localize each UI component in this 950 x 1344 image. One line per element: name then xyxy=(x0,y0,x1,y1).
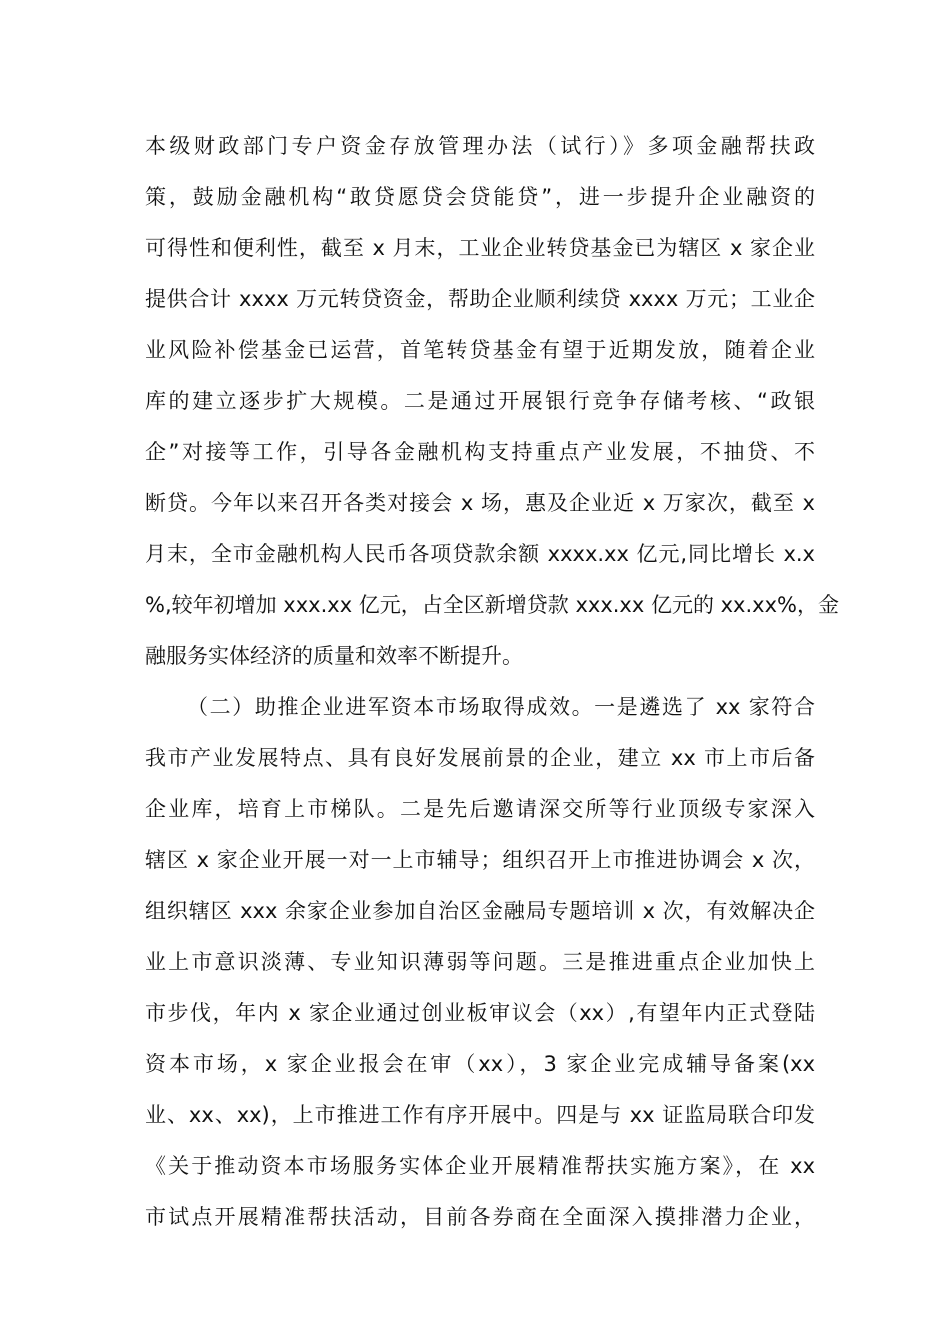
text-line: 提供合计 xxxx 万元转贷资金，帮助企业顺利续贷 xxxx 万元；工业企 xyxy=(145,287,815,311)
text-line: 库的建立逐步扩大规模。二是通过开展银行竞争存储考核、“政银 xyxy=(145,389,815,413)
text-line: 市试点开展精准帮扶活动，目前各券商在全面深入摸排潜力企业， xyxy=(145,1205,815,1229)
text-line: 组织辖区 xxx 余家企业参加自治区金融局专题培训 x 次，有效解决企 xyxy=(145,899,815,923)
text-line: 可得性和便利性，截至 x 月末，工业企业转贷基金已为辖区 x 家企业 xyxy=(145,236,815,260)
text-line: 辖区 x 家企业开展一对一上市辅导；组织召开上市推进协调会 x 次， xyxy=(145,848,815,872)
text-line: %,较年初增加 xxx.xx 亿元，占全区新增贷款 xxx.xx 亿元的 xx.xx%，金 xyxy=(145,593,839,617)
text-line: 资本市场，x 家企业报会在审（xx），3 家企业完成辅导备案(xx xyxy=(145,1052,815,1076)
text-line: 《关于推动资本市场服务实体企业开展精准帮扶实施方案》，在 xx xyxy=(145,1154,815,1178)
text-line: 业上市意识淡薄、专业知识薄弱等问题。三是推进重点企业加快上 xyxy=(145,950,815,974)
text-line: 融服务实体经济的质量和效率不断提升。 xyxy=(145,644,523,668)
text-line: 策，鼓励金融机构“敢贷愿贷会贷能贷”，进一步提升企业融资的 xyxy=(145,185,815,209)
text-line: 业、xx、xx)，上市推进工作有序开展中。四是与 xx 证监局联合印发 xyxy=(145,1103,815,1127)
text-line: 我市产业发展特点、具有良好发展前景的企业，建立 xx 市上市后备 xyxy=(145,746,815,770)
body-text xyxy=(145,131,839,1253)
text-line: 断贷。今年以来召开各类对接会 x 场，惠及企业近 x 万家次，截至 x xyxy=(145,491,815,515)
text-line: 业风险补偿基金已运营，首笔转贷基金有望于近期发放，随着企业 xyxy=(145,338,815,362)
text-line: 本级财政部门专户资金存放管理办法（试行）》多项金融帮扶政 xyxy=(145,134,815,158)
text-line: 企业库，培育上市梯队。二是先后邀请深交所等行业顶级专家深入 xyxy=(145,797,815,821)
section-heading-line: （二）助推企业进军资本市场取得成效。一是遴选了 xx 家符合 xyxy=(187,695,815,719)
text-line: 市步伐，年内 x 家企业通过创业板审议会（xx）,有望年内正式登陆 xyxy=(145,1001,815,1025)
text-line: 月末，全市金融机构人民币各项贷款余额 xxxx.xx 亿元,同比增长 x.x xyxy=(145,542,815,566)
text-line: 企”对接等工作，引导各金融机构支持重点产业发展，不抽贷、不 xyxy=(145,440,815,464)
